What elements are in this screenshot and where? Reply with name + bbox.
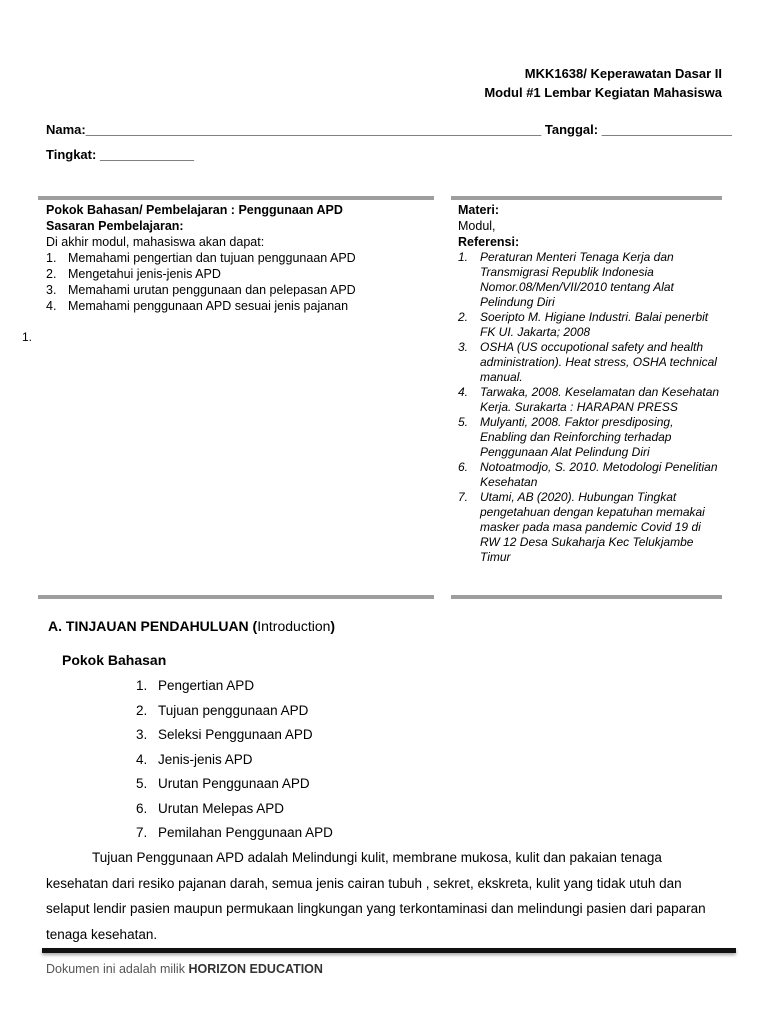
references-list (458, 250, 720, 565)
list-item (46, 250, 430, 266)
list-item-number: 3. (46, 283, 57, 297)
list-item-number: 6. (136, 800, 148, 816)
nama-line[interactable]: _______________________________________________________________ (85, 122, 542, 137)
objectives-list (46, 250, 430, 314)
tanggal-label: Tanggal: (544, 122, 599, 137)
pokok-bahasan-list (136, 674, 333, 846)
list-item-text: Peraturan Menteri Tenaga Kerja dan Transmigrasi Republik Indonesia Nomor.08/Men/VII/2010 tentang Alat Pelindung Diri (480, 250, 674, 309)
pokok-bahasan-heading: Pokok Bahasan/ Pembelajaran : Penggunaan APD (46, 203, 343, 217)
list-item (136, 674, 333, 699)
footer-text (46, 962, 323, 976)
list-item (458, 415, 720, 460)
list-item-text: Jenis-jenis APD (158, 751, 253, 767)
list-item-number: 4. (46, 299, 57, 313)
purpose-paragraph: Tujuan Penggunaan APD adalah Melindungi kulit, membrane mukosa, kulit dan pakaian tenaga kesehatan dari resiko pajanan darah, semua jenis cairan tubuh , sekret, ekskreta, kulit yang tidak utuh dan selaput lendir pasien maupun permukaan lingkungan yang terkontaminasi dan melindungi pasien dari paparan tenaga kesehatan. (46, 850, 706, 942)
list-item (136, 699, 333, 724)
list-item-number: 4. (458, 385, 469, 399)
list-item (458, 310, 720, 340)
list-item (46, 266, 430, 282)
list-item-text: Memahami urutan penggunaan dan pelepasan APD (68, 283, 356, 297)
list-item-text: OSHA (US occupotional safety and health administration). Heat stress, OSHA technical manual. (480, 340, 717, 384)
learning-objectives-box (46, 202, 430, 314)
list-item (458, 385, 720, 415)
left-box-top-bar (38, 196, 434, 200)
left-box-bottom-bar (38, 595, 434, 599)
footer-owner: HORIZON EDUCATION (188, 962, 323, 976)
list-item-number: 3. (136, 727, 148, 742)
list-item-number: 7. (458, 490, 469, 504)
referensi-label: Referensi: (458, 235, 520, 249)
list-item (136, 797, 333, 822)
list-item (136, 748, 333, 773)
list-item-text: Tujuan penggunaan APD (158, 702, 309, 718)
list-item (136, 821, 333, 846)
list-item-number: 1. (46, 251, 57, 265)
sasaran-heading: Sasaran Pembelajaran: (46, 219, 184, 233)
list-item-text: Mengetahui jenis-jenis APD (68, 267, 221, 281)
list-item (46, 298, 430, 314)
tingkat-line[interactable]: _____________ (99, 147, 194, 162)
list-item-text: Urutan Penggunaan APD (158, 776, 310, 791)
list-item-number: 2. (46, 267, 57, 281)
list-item-text: Soeripto M. Higiane Industri. Balai penerbit FK UI. Jakarta; 2008 (480, 310, 709, 339)
list-item (458, 250, 720, 310)
right-box-top-bar (451, 196, 722, 200)
objectives-intro: Di akhir modul, mahasiswa akan dapat: (46, 235, 265, 249)
list-item-number: 1. (136, 678, 148, 693)
list-item-number: 2. (136, 702, 148, 718)
right-box-bottom-bar (451, 595, 722, 599)
list-item-text: Pengertian APD (158, 678, 255, 693)
tingkat-label: Tingkat: (46, 147, 97, 162)
list-item-text: Utami, AB (2020). Hubungan Tingkat pengetahuan dengan kepatuhan memakai masker pada masa pandemic Covid 19 di RW 12 Desa Sukaharja Kec Telukjambe Timur (480, 490, 705, 564)
list-item (46, 282, 430, 298)
module-title: Modul #1 Lembar Kegiatan Mahasiswa (484, 85, 722, 100)
nama-row (46, 122, 732, 137)
section-title (48, 618, 335, 634)
list-item (458, 340, 720, 385)
section-title-prefix: A. TINJAUAN PENDAHULUAN ( (48, 618, 258, 634)
tingkat-row (46, 147, 194, 162)
list-item (136, 723, 333, 748)
list-item-text: Notoatmodjo, S. 2010. Metodologi Penelitian Kesehatan (480, 460, 718, 489)
course-title: MKK1638/ Keperawatan Dasar II (524, 66, 722, 81)
list-item-number: 2. (458, 310, 469, 324)
list-item-number: 5. (458, 415, 469, 429)
list-item-number: 1. (458, 250, 469, 264)
list-item-text: Memahami penggunaan APD sesuai jenis pajanan (68, 299, 349, 313)
pokok-bahasan-subtitle: Pokok Bahasan (62, 652, 167, 668)
list-item (458, 490, 720, 565)
list-item-text: Tarwaka, 2008. Keselamatan dan Kesehatan Kerja. Surakarta : HARAPAN PRESS (480, 385, 720, 414)
list-item-number: 6. (458, 460, 469, 474)
materi-value: Modul, (458, 219, 496, 233)
list-item-number: 4. (136, 751, 148, 767)
list-item (136, 772, 333, 797)
materi-label: Materi: (458, 203, 499, 217)
section-title-introduction: Introduction (257, 618, 331, 634)
footer-prefix: Dokumen ini adalah milik (46, 962, 189, 976)
document-header (484, 64, 722, 102)
list-item-text: Urutan Melepas APD (158, 800, 285, 816)
tanggal-line[interactable]: __________________ (601, 122, 732, 137)
list-item-text: Seleksi Penggunaan APD (158, 727, 313, 742)
nama-label: Nama: (46, 122, 86, 137)
list-item-text: Mulyanti, 2008. Faktor presdiposing, Enabling dan Reinforching terhadap Penggunaan Alat Pelindung Diri (480, 415, 674, 459)
list-item-text: Memahami pengertian dan tujuan penggunaan APD (68, 251, 356, 265)
list-item-number: 3. (458, 340, 469, 354)
stray-list-number: 1. (22, 330, 33, 344)
references-box (458, 202, 720, 565)
list-item-number: 7. (136, 825, 148, 840)
list-item-text: Pemilahan Penggunaan APD (158, 825, 333, 840)
list-item (458, 460, 720, 490)
section-title-suffix: ) (330, 618, 336, 634)
footer-divider (42, 948, 736, 953)
list-item-number: 5. (136, 776, 148, 791)
